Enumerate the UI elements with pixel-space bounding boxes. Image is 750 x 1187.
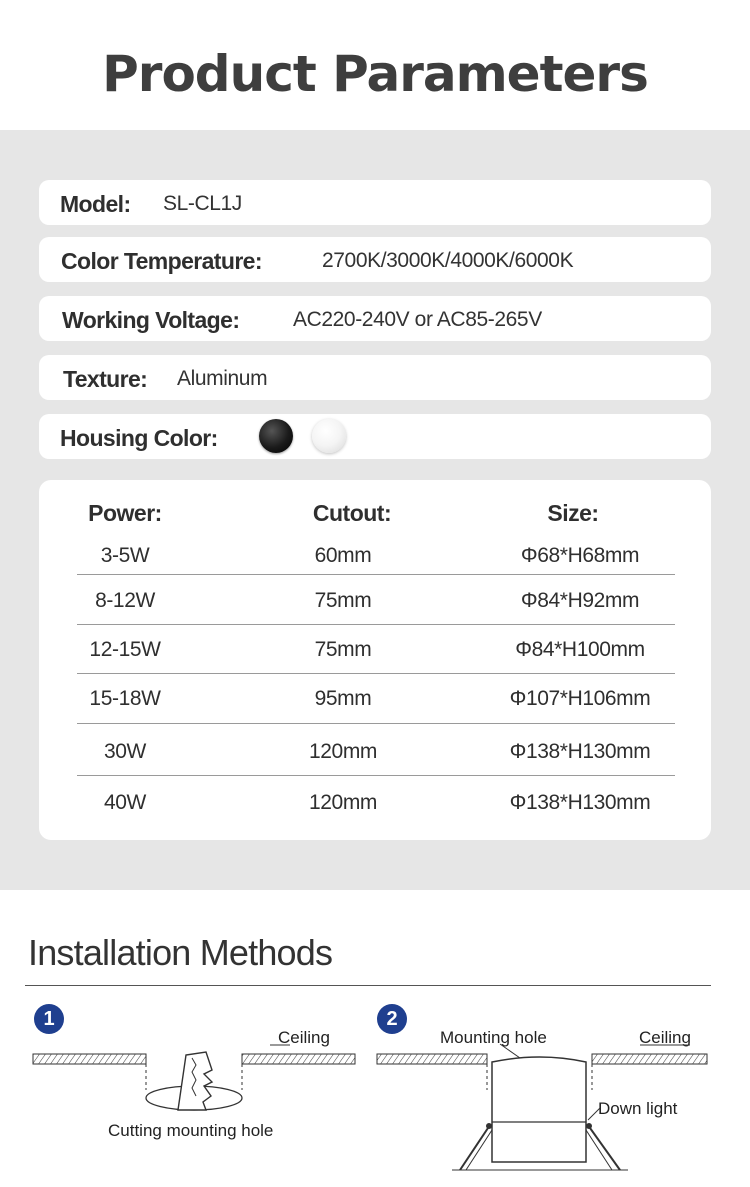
installation-diagrams [0,990,750,1187]
table-cell: 30W [104,740,146,763]
row-divider [77,775,675,776]
table-cell: 120mm [308,740,378,763]
housing-color-label: Housing Color: [60,425,218,451]
table-cell: 95mm [314,687,372,710]
step-2-ceiling-label: Ceiling [639,1028,691,1047]
color-temperature-label: Color Temperature: [61,248,262,274]
table-cell: 75mm [314,638,372,661]
section-divider [25,985,711,986]
table-cell: 15-18W [89,687,161,710]
working-voltage-value: AC220-240V or AC85-265V [293,308,542,331]
table-cell: 60mm [314,544,372,567]
size-header: Size: [547,500,599,526]
row-divider [77,624,675,625]
working-voltage-row [39,296,711,341]
step-1-caption: Cutting mounting hole [108,1121,274,1140]
table-cell: 12-15W [89,638,161,661]
table-cell: Φ138*H130mm [509,740,651,763]
step-1-ceiling-label: Ceiling [278,1028,330,1047]
row-divider [77,723,675,724]
table-cell: Φ84*H92mm [520,589,640,612]
white-color-swatch[interactable] [312,419,346,453]
table-cell: 120mm [308,791,378,814]
color-temperature-value: 2700K/3000K/4000K/6000K [322,249,574,272]
row-divider [77,673,675,674]
installation-title: Installation Methods [28,932,333,973]
texture-value: Aluminum [177,367,268,390]
page-title: Product Parameters [102,45,648,103]
black-color-swatch[interactable] [259,419,293,453]
table-cell: Φ68*H68mm [520,544,640,567]
model-row [39,180,711,225]
housing-color-row [39,414,711,459]
color-temperature-row [39,237,711,282]
table-cell: 3-5W [100,544,150,567]
table-cell: Φ107*H106mm [509,687,651,710]
texture-row [39,355,711,400]
table-cell: Φ84*H100mm [515,638,645,661]
row-divider [77,574,675,575]
table-cell: 40W [104,791,146,814]
step-2-badge: 2 [377,1004,407,1034]
working-voltage-label: Working Voltage: [62,307,240,333]
table-cell: 75mm [314,589,372,612]
table-cell: Φ138*H130mm [509,791,651,814]
table-cell: 8-12W [95,589,155,612]
texture-label: Texture: [63,366,148,392]
model-value: SL-CL1J [163,192,242,215]
step-2-hole-label: Mounting hole [440,1028,547,1047]
cutout-header: Cutout: [312,500,392,526]
size-table [39,480,711,840]
step-2-light-label: Down light [598,1099,678,1118]
power-header: Power: [88,500,162,526]
saw-icon [146,1052,242,1110]
model-label: Model: [60,191,131,217]
step-1-badge: 1 [34,1004,64,1034]
